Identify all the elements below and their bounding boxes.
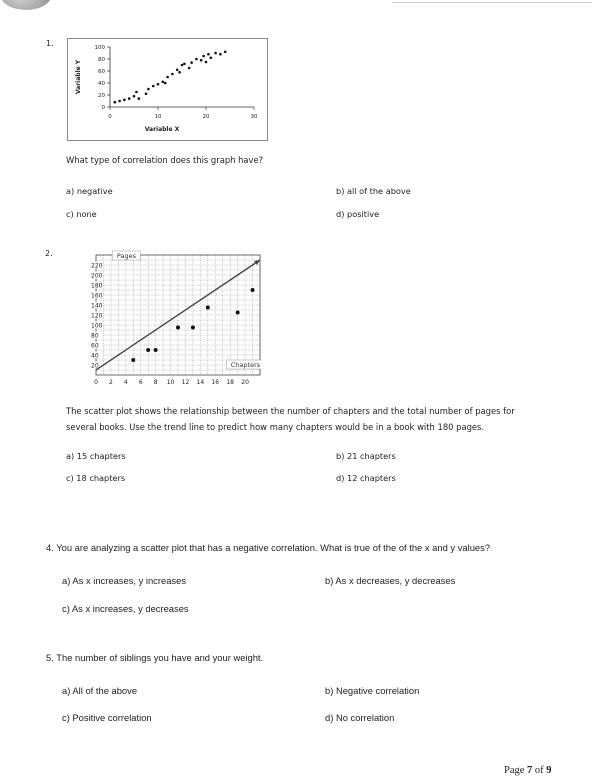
- page-prefix: Page: [504, 765, 528, 776]
- y-tick-label: 20: [98, 93, 105, 99]
- y-axis-label: Pages: [116, 252, 136, 260]
- header-logo-fragment: [0, 0, 52, 10]
- x-tick-label: 4: [123, 379, 128, 386]
- q2-option-c[interactable]: c) 18 chapters: [66, 473, 126, 483]
- q1-option-a[interactable]: a) negative: [66, 186, 113, 196]
- data-point: [219, 53, 222, 56]
- y-tick-label: 60: [98, 69, 105, 75]
- x-tick-label: 14: [196, 379, 205, 386]
- question-2-number: 2.: [45, 249, 53, 258]
- data-point: [114, 101, 117, 104]
- page-current: 7: [527, 765, 533, 776]
- data-point: [205, 61, 208, 64]
- q4-option-a[interactable]: a) As x increases, y increases: [62, 575, 187, 586]
- data-point: [162, 81, 165, 84]
- page-number: [504, 765, 552, 776]
- data-point: [191, 326, 195, 330]
- question-5-text: 5. The number of siblings you have and your weight.: [46, 652, 264, 663]
- scatter-chart-1-svg: [68, 39, 267, 140]
- x-tick-label: 20: [241, 379, 249, 386]
- page-total: 9: [546, 765, 552, 776]
- x-tick-label: 8: [153, 379, 158, 386]
- data-point: [176, 326, 180, 330]
- q2-option-d[interactable]: d) 12 chapters: [336, 473, 396, 483]
- data-point: [202, 55, 205, 58]
- data-point: [210, 57, 213, 60]
- q5-option-c[interactable]: c) Positive correlation: [62, 712, 152, 723]
- x-tick-label: 16: [211, 379, 220, 386]
- data-point: [206, 306, 210, 310]
- scatter-chart-1: [67, 38, 268, 141]
- data-point: [183, 63, 186, 66]
- question-4-text: 4. You are analyzing a scatter plot that has a negative correlation. What is true of the of the x and y values?: [46, 542, 491, 553]
- data-point: [135, 91, 138, 94]
- data-point: [190, 61, 193, 64]
- x-axis-label: Variable X: [144, 126, 180, 133]
- data-point: [251, 288, 255, 292]
- data-point: [195, 58, 198, 61]
- data-point: [166, 76, 169, 79]
- y-tick-label: 100: [91, 322, 103, 330]
- x-tick-label: 12: [181, 379, 190, 386]
- y-tick-label: 100: [94, 45, 105, 51]
- data-point: [138, 97, 141, 100]
- data-point: [131, 358, 135, 362]
- data-point: [214, 52, 217, 55]
- scatter-chart-2: [90, 249, 262, 388]
- y-tick-label: 140: [91, 302, 103, 310]
- q5-option-b[interactable]: b) Negative correlation: [325, 685, 420, 696]
- q1-option-c[interactable]: c) none: [66, 209, 97, 219]
- x-axis-label: Chapters: [230, 361, 261, 369]
- y-tick-label: 20: [91, 362, 99, 370]
- x-tick-label: 2: [108, 379, 113, 386]
- data-point: [188, 67, 191, 70]
- y-tick-label: 0: [101, 105, 105, 111]
- data-point: [207, 53, 210, 56]
- y-tick-label: 200: [91, 272, 103, 280]
- y-tick-label: 60: [91, 342, 99, 350]
- y-tick-label: 40: [98, 81, 105, 87]
- q4-option-c[interactable]: c) As x increases, y decreases: [62, 603, 189, 614]
- data-point: [176, 69, 179, 72]
- data-point: [200, 59, 203, 62]
- data-point: [147, 88, 150, 91]
- data-point: [171, 73, 174, 76]
- data-point: [146, 348, 150, 352]
- q2-option-b[interactable]: b) 21 chapters: [336, 451, 396, 461]
- header-rule: [392, 2, 592, 3]
- data-point: [164, 82, 167, 85]
- data-point: [128, 97, 131, 100]
- data-point: [154, 348, 158, 352]
- q1-option-d[interactable]: d) positive: [336, 209, 380, 219]
- data-point: [178, 71, 181, 74]
- x-tick-label: 6: [138, 379, 143, 386]
- x-tick-label: 20: [202, 114, 210, 120]
- data-point: [224, 51, 227, 54]
- q2-option-a[interactable]: a) 15 chapters: [66, 451, 126, 461]
- q5-option-d[interactable]: d) No correlation: [325, 712, 395, 723]
- question-1-text: What type of correlation does this graph have?: [66, 155, 264, 165]
- y-tick-label: 120: [91, 312, 103, 320]
- y-tick-label: 160: [91, 292, 103, 300]
- q1-option-b[interactable]: b) all of the above: [336, 186, 411, 196]
- x-tick-label: 0: [94, 379, 98, 386]
- page-mid: of: [532, 765, 547, 776]
- data-point: [181, 64, 184, 67]
- q5-option-a[interactable]: a) All of the above: [62, 685, 138, 696]
- data-point: [123, 99, 126, 102]
- x-tick-label: 10: [166, 379, 175, 386]
- y-tick-label: 80: [91, 332, 99, 340]
- q4-option-b[interactable]: b) As x decreases, y decreases: [325, 575, 456, 586]
- data-point: [133, 95, 136, 98]
- y-tick-label: 80: [98, 57, 105, 63]
- x-tick-label: 10: [154, 114, 162, 120]
- y-tick-label: 40: [91, 352, 99, 360]
- question-2-text-line-1: The scatter plot shows the relationship between the number of chapters and the total number of pages for: [66, 406, 515, 416]
- data-point: [118, 100, 121, 103]
- data-point: [145, 93, 148, 96]
- y-tick-label: 220: [91, 262, 103, 270]
- question-2-text-line-2: several books. Use the trend line to predict how many chapters would be in a book with 180 pages.: [66, 422, 485, 432]
- y-axis-label: Variable Y: [75, 59, 82, 95]
- data-point: [152, 85, 155, 88]
- question-1-number: 1.: [46, 39, 54, 48]
- x-tick-label: 18: [226, 379, 235, 386]
- x-tick-label: 0: [108, 114, 112, 120]
- data-point: [236, 311, 240, 315]
- y-tick-label: 180: [91, 282, 103, 290]
- x-tick-label: 30: [250, 114, 258, 120]
- data-point: [157, 83, 160, 86]
- scatter-chart-2-svg: [90, 249, 262, 388]
